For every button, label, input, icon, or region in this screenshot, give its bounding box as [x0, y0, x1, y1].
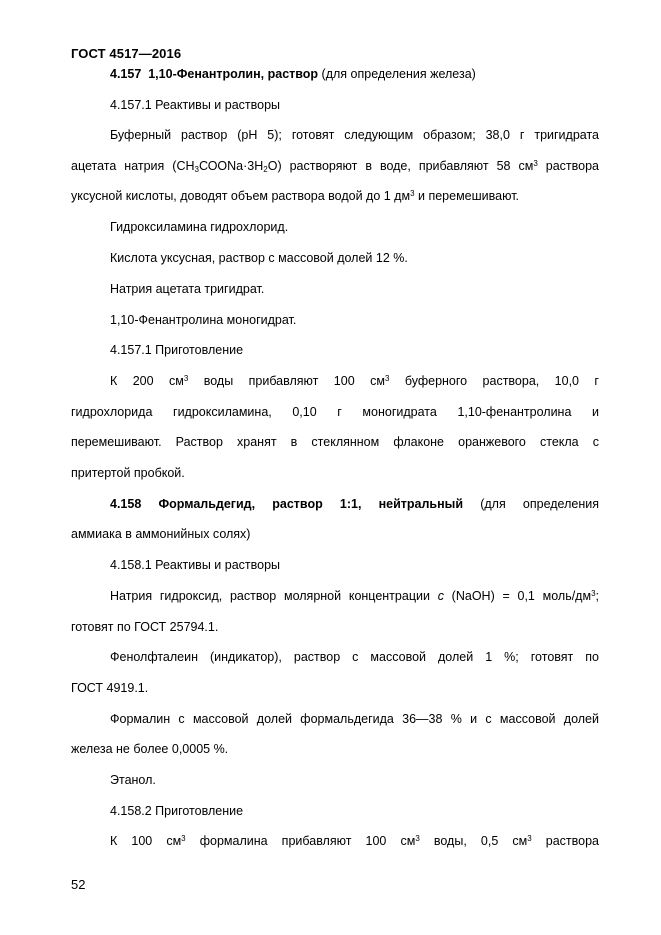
paragraph-line: [71, 188, 599, 204]
superscript: 3: [415, 834, 420, 843]
section-4157-heading: [110, 66, 599, 82]
reagent-item: Кислота уксусная, раствор с массовой долей 12 %.: [110, 251, 408, 265]
paragraph-line: готовят по ГОСТ 25794.1.: [71, 620, 219, 634]
text-run: уксусной кислоты, доводят объем раствора водой до 1 дм: [71, 189, 411, 203]
page-number: 52: [71, 877, 86, 892]
text-run: ;: [595, 589, 600, 603]
text-run: К 200 см: [110, 374, 184, 388]
section-title: Формальдегид, раствор 1:1, нейтральный: [158, 497, 464, 511]
superscript: 3: [181, 834, 186, 843]
subsection-heading: 4.157.1 Приготовление: [110, 343, 244, 357]
reagent-item: Этанол.: [110, 773, 156, 787]
text-run: раствора: [531, 834, 599, 848]
paragraph-line: перемешивают. Раствор хранят в стеклянном флаконе оранжевого стекла с: [71, 435, 599, 449]
paragraph-line: ГОСТ 4919.1.: [71, 681, 149, 695]
text-run: ацетата натрия (СН: [71, 159, 195, 173]
paragraph-line: Фенолфталеин (индикатор), раствор с массовой долей 1 %; готовят по: [110, 650, 599, 664]
text-run: воды прибавляют 100 см: [188, 374, 385, 388]
text-run: и перемешивают.: [414, 189, 520, 203]
text-run: раствора: [537, 159, 599, 173]
paragraph-line: [71, 158, 599, 174]
paragraph-line: Формалин с массовой долей формальдегида 36—38 % и с массовой долей: [110, 712, 599, 726]
reagent-item: Гидроксиламина гидрохлорид.: [110, 220, 289, 234]
subsection-heading: 4.158.1 Реактивы и растворы: [110, 558, 281, 572]
text-run: СООNa·3Н: [198, 159, 264, 173]
subscript: 3: [194, 165, 199, 174]
paragraph-line: железа не более 0,0005 %.: [71, 742, 229, 756]
paragraph-line: [110, 833, 599, 849]
text-run: воды, 0,5 см: [419, 834, 528, 848]
section-number: 4.158: [110, 497, 142, 511]
paragraph-line: притертой пробкой.: [71, 466, 185, 480]
superscript: 3: [384, 374, 390, 383]
section-note-continuation: аммиака в аммонийных солях): [71, 527, 251, 541]
text-run: буферного раствора, 10,0 г: [389, 374, 599, 388]
section-note: (для определения железа): [321, 67, 476, 81]
paragraph-line: [110, 373, 599, 389]
subsection-heading: 4.157.1 Реактивы и растворы: [110, 98, 281, 112]
superscript: 3: [533, 159, 538, 168]
text-run: формалина прибавляют 100 см: [185, 834, 416, 848]
superscript: 3: [527, 834, 532, 843]
section-4158-heading: [110, 496, 599, 512]
subsection-heading: 4.158.2 Приготовление: [110, 804, 244, 818]
document-header: ГОСТ 4517—2016: [71, 46, 182, 61]
paragraph-line: Буферный раствор (рН 5); готовят следующим образом; 38,0 г тригидрата: [110, 128, 599, 142]
text-run: (NaOH) = 0,1 моль/дм: [443, 589, 592, 603]
subscript: 2: [263, 165, 268, 174]
italic-symbol: c: [437, 589, 444, 603]
section-title: 1,10-Фенантролин, раствор: [148, 67, 319, 81]
superscript: 3: [410, 189, 415, 198]
reagent-item: Натрия ацетата тригидрат.: [110, 282, 265, 296]
superscript: 3: [591, 589, 596, 598]
section-note: (для определения: [480, 497, 599, 511]
paragraph-line: [110, 588, 599, 604]
superscript: 3: [183, 374, 189, 383]
section-number: 4.157: [110, 67, 142, 81]
text-run: К 100 см: [110, 834, 182, 848]
paragraph-line: гидрохлорида гидроксиламина, 0,10 г моногидрата 1,10-фенантролина и: [71, 405, 599, 419]
text-run: Натрия гидроксид, раствор молярной концентрации: [110, 589, 438, 603]
reagent-item: 1,10-Фенантролина моногидрат.: [110, 313, 297, 327]
text-run: О) растворяют в воде, прибавляют 58 см: [267, 159, 534, 173]
